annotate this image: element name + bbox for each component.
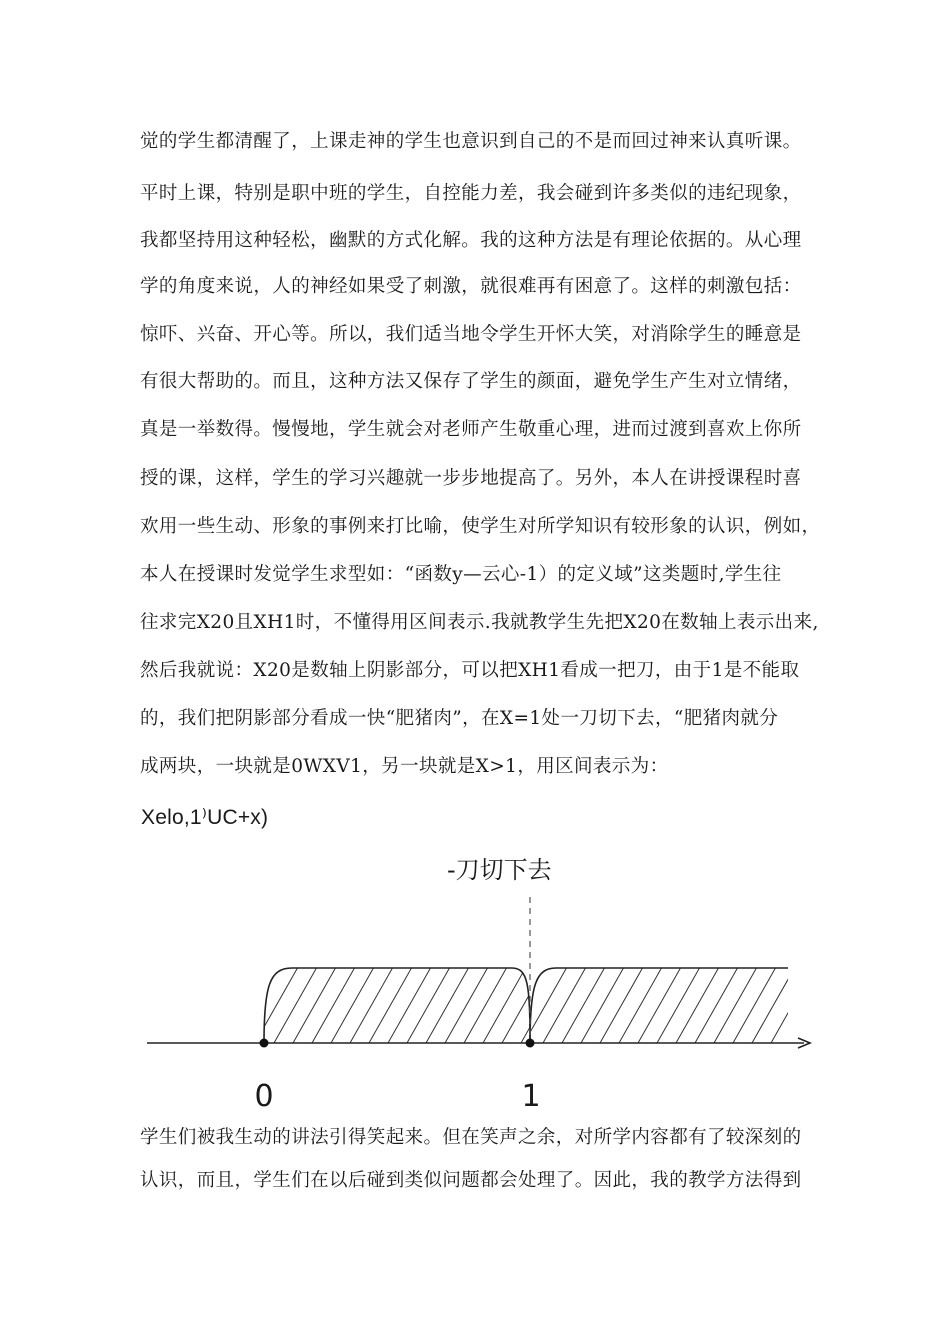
text-line: 我都坚持用这种轻松，幽默的方式化解。我的这种方法是有理论依据的。从心理: [140, 230, 802, 251]
interval-formula: Xelo,1⁾UC+x): [141, 806, 269, 829]
text-line: 欢用一些生动、形象的事例来打比喻，使学生对所学知识有较形象的认识，例如，: [140, 516, 821, 537]
text-line: 成两块，一块就是0WXV1，另一块就是X>1，用区间表示为：: [140, 756, 669, 777]
text-line: 的，我们把阴影部分看成一快“肥猪肉”，在X=1处一刀切下去，“肥猪肉就分: [140, 708, 779, 729]
hatch-right: [524, 960, 818, 1043]
text-line: 惊吓、兴奋、开心等。所以，我们适当地令学生开怀大笑，对消除学生的睡意是: [140, 324, 802, 345]
text-line: 学的角度来说，人的神经如果受了刺激，就很难再有困意了。这样的刺激包括：: [140, 276, 802, 297]
text-line: 往求完X20且XH1时，不懂得用区间表示.我就教学生先把X20在数轴上表示出来,: [140, 612, 819, 633]
point-zero: [260, 1039, 269, 1048]
hatch-left: [255, 960, 568, 1043]
tick-label-one: 1: [521, 1079, 541, 1114]
text-line: 然后我就说：X20是数轴上阴影部分，可以把XH1看成一把刀，由于1是不能取: [140, 660, 800, 681]
text-line: 真是一举数得。慢慢地，学生就会对老师产生敬重心理，进而过渡到喜欢上你所: [140, 419, 802, 440]
text-line: 授的课，这样，学生的学习兴趣就一步步地提高了。另外，本人在讲授课程时喜: [140, 468, 802, 489]
tick-label-zero: 0: [254, 1079, 274, 1114]
point-one: [526, 1039, 535, 1048]
shaded-region-left: [264, 968, 530, 1043]
text-line: 觉的学生都清醒了，上课走神的学生也意识到自己的不是而回过神来认真听课。: [140, 131, 802, 152]
figure-title: -刀切下去: [447, 856, 552, 884]
text-line: 本人在授课时发觉学生求型如：“函数y—云心-1）的定义域”这类题时,学生往: [140, 564, 782, 585]
text-line: 平时上课，特别是职中班的学生，自控能力差，我会碰到许多类似的违纪现象，: [140, 183, 802, 204]
text-line: 有很大帮助的。而且，这种方法又保存了学生的颜面，避免学生产生对立情绪，: [140, 371, 802, 392]
text-line: 学生们被我生动的讲法引得笑起来。但在笑声之余，对所学内容都有了较深刻的: [140, 1127, 802, 1148]
text-line: 认识，而且，学生们在以后碰到类似问题都会处理了。因此，我的教学方法得到: [140, 1170, 802, 1191]
